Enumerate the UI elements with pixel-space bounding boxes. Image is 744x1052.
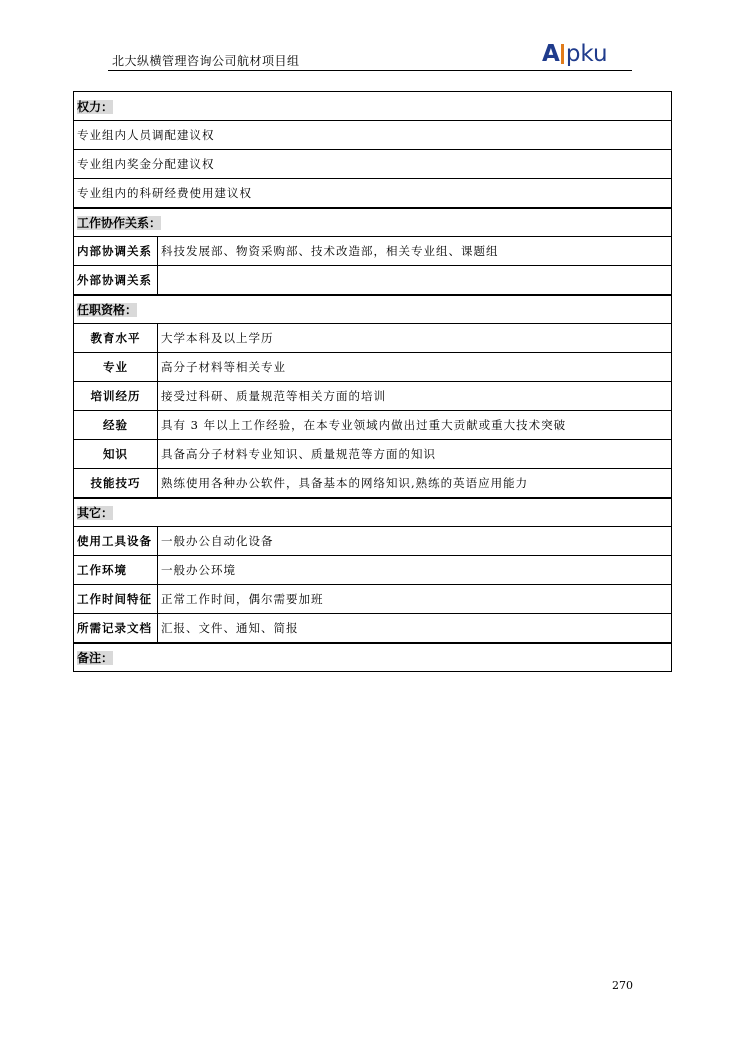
other-value: 正常工作时间，偶尔需要加班 (158, 585, 672, 614)
logo-pku: pku (565, 41, 608, 67)
power-title: 权力： (77, 99, 114, 114)
power-item: 专业组内人员调配建议权 (74, 121, 672, 150)
other-row (74, 585, 672, 614)
power-section-row (74, 92, 672, 121)
qualification-row (74, 440, 672, 469)
power-section-cell (74, 92, 672, 121)
relations-title: 工作协作关系： (77, 216, 162, 230)
power-item-row (74, 150, 672, 179)
logo-letter-a: A (542, 41, 560, 67)
power-item-row (74, 179, 672, 209)
qualification-label: 经验 (74, 411, 158, 440)
other-label: 所需记录文档 (74, 614, 158, 644)
other-row (74, 614, 672, 644)
relation-row (74, 237, 672, 266)
relation-value: 科技发展部、物资采购部、技术改造部，相关专业组、课题组 (158, 237, 672, 266)
qualification-row (74, 324, 672, 353)
logo-bar-icon (561, 44, 564, 64)
qualification-value: 高分子材料等相关专业 (158, 353, 672, 382)
remarks-title: 备注： (77, 651, 114, 665)
other-label: 工作环境 (74, 556, 158, 585)
other-row (74, 556, 672, 585)
page-number: 270 (612, 979, 633, 992)
other-section-cell (74, 498, 672, 527)
qualification-row (74, 353, 672, 382)
qualification-label: 培训经历 (74, 382, 158, 411)
other-value: 一般办公环境 (158, 556, 672, 585)
qualifications-title: 任职资格： (77, 303, 138, 317)
qualification-label: 技能技巧 (74, 469, 158, 499)
relation-value (158, 266, 672, 296)
other-label: 工作时间特征 (74, 585, 158, 614)
other-row (74, 527, 672, 556)
qualification-value: 具有 3 年以上工作经验，在本专业领域内做出过重大贡献或重大技术突破 (158, 411, 672, 440)
qualification-row (74, 411, 672, 440)
relation-label: 外部协调关系 (74, 266, 158, 296)
relations-section-cell (74, 208, 672, 237)
qualification-row (74, 469, 672, 499)
qualification-value: 熟练使用各种办公软件，具备基本的网络知识,熟练的英语应用能力 (158, 469, 672, 499)
qualification-value: 接受过科研、质量规范等相关方面的培训 (158, 382, 672, 411)
job-description-table (73, 91, 672, 672)
header-rule (108, 70, 632, 71)
other-value: 汇报、文件、通知、简报 (158, 614, 672, 644)
qualification-label: 教育水平 (74, 324, 158, 353)
power-item: 专业组内奖金分配建议权 (74, 150, 672, 179)
other-label: 使用工具设备 (74, 527, 158, 556)
alpku-logo (542, 40, 608, 66)
other-title: 其它： (77, 506, 114, 520)
qualification-row (74, 382, 672, 411)
remarks-section-cell (74, 643, 672, 672)
qualifications-section-cell (74, 295, 672, 324)
other-section-row (74, 498, 672, 527)
qualification-value: 大学本科及以上学历 (158, 324, 672, 353)
relation-label: 内部协调关系 (74, 237, 158, 266)
remarks-section-row (74, 643, 672, 672)
qualification-label: 知识 (74, 440, 158, 469)
qualifications-section-row (74, 295, 672, 324)
qualification-value: 具备高分子材料专业知识、质量规范等方面的知识 (158, 440, 672, 469)
qualification-label: 专业 (74, 353, 158, 382)
relation-row (74, 266, 672, 296)
header-company: 北大纵横管理咨询公司航材项目组 (112, 54, 300, 68)
other-value: 一般办公自动化设备 (158, 527, 672, 556)
power-item-row (74, 121, 672, 150)
power-item: 专业组内的科研经费使用建议权 (74, 179, 672, 209)
relations-section-row (74, 208, 672, 237)
